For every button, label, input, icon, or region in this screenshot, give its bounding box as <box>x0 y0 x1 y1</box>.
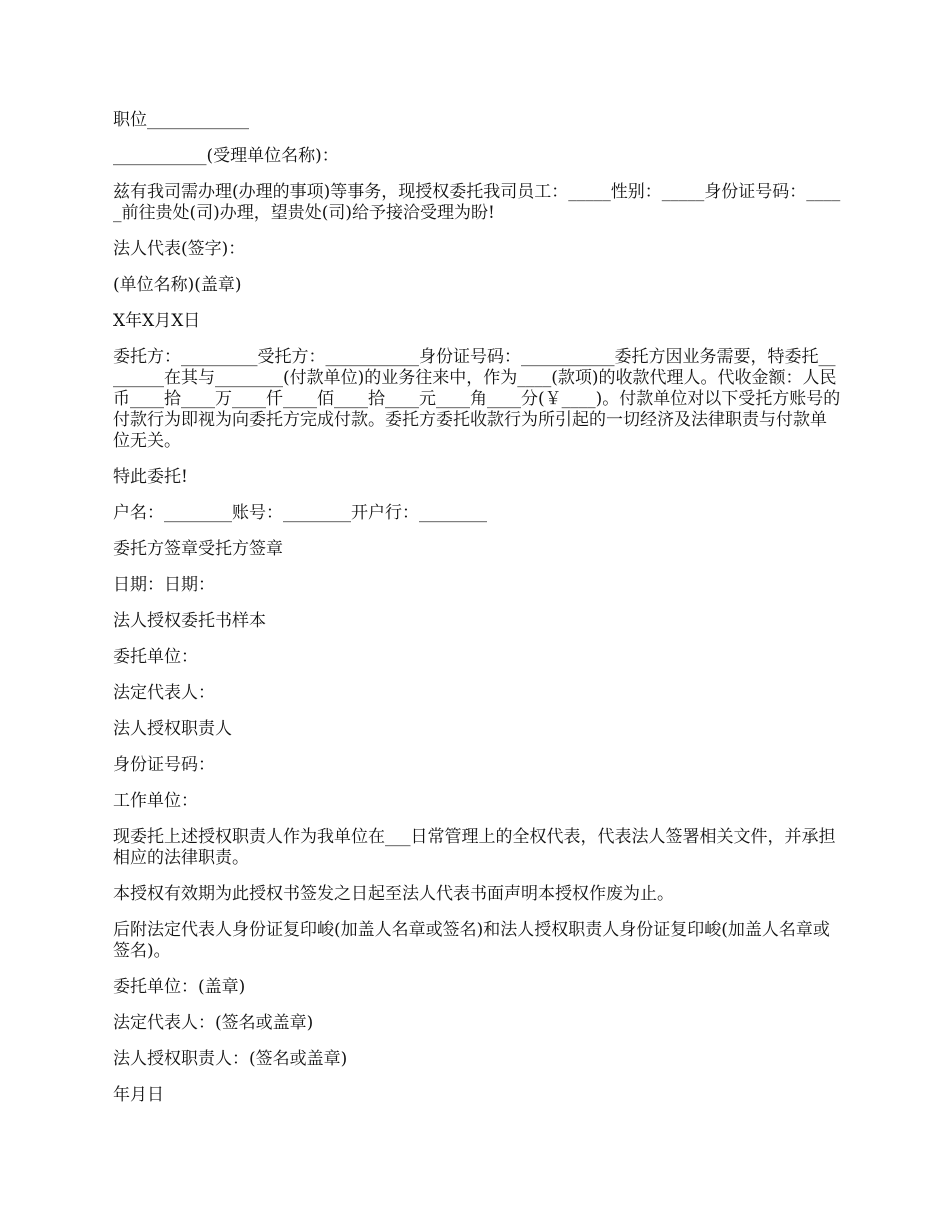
closing-date-line: 年月日 <box>113 1085 164 1105</box>
legal-rep-signature-line: 法人代表(签字)： <box>113 239 246 259</box>
entrusting-unit-seal-line: 委托单位：(盖章) <box>113 977 246 997</box>
validity-clause: 本授权有效期为此授权书签发之日起至法人代表书面声明本授权作废为止。 <box>113 884 674 904</box>
sample-title: 法人授权委托书样本 <box>113 611 266 631</box>
hereby-entrust-line: 特此委托! <box>113 467 188 487</box>
document-page <box>113 110 843 1121</box>
id-number-field: 身份证号码： <box>113 755 215 775</box>
attachment-clause: 后附法定代表人身份证复印峻(加盖人名章或签名)和法人授权职责人身份证复印峻(加盖人名章或签名)。 <box>113 920 830 961</box>
work-unit-field: 工作单位： <box>113 791 198 811</box>
authorized-person-sign-line: 法人授权职责人：(签名或盖章) <box>113 1049 348 1069</box>
signature-labels-line: 委托方签章受托方签章 <box>113 539 283 559</box>
date-line: X年X月X日 <box>113 311 201 331</box>
legal-rep-sign-line: 法定代表人：(签名或盖章) <box>113 1013 314 1033</box>
delegation-clause: 现委托上述授权职责人作为我单位在___日常管理上的全权代表，代表法人签署相关文件，并承担相应的法律职责。 <box>113 827 836 868</box>
authorization-statement: 兹有我司需办理(办理的事项)等事务，现授权委托我司员工：_____性别：_____身份证号码：_____前往贵处(司)办理，望贵处(司)给予接洽受理为盼! <box>113 182 841 223</box>
signature-dates-line: 日期：日期： <box>113 575 215 595</box>
collection-agency-clause: 委托方：_________受托方：___________身份证号码：___________委托方因业务需要，特委托________在其与________(付款单位)的业务往来中，作为____(款项)的收款代理人。代收金额：人民币____拾____万____仟____佰____拾____元____角____分(￥____)。付款单位对以下受托方账号的付款行为即视为向委托方完成付款。委托方委托收款行为所引起的一切经济及法律职责与付款单位无关。 <box>113 347 841 451</box>
entrusting-unit-field: 委托单位： <box>113 647 198 667</box>
recipient-line: ___________(受理单位名称)： <box>113 146 339 166</box>
position-line: 职位____________ <box>113 110 249 130</box>
unit-seal-line: (单位名称)(盖章) <box>113 275 242 295</box>
legal-representative-field: 法定代表人： <box>113 683 215 703</box>
account-info-line: 户名：________账号：________开户行：________ <box>113 503 487 523</box>
authorized-person-field: 法人授权职责人 <box>113 719 232 739</box>
